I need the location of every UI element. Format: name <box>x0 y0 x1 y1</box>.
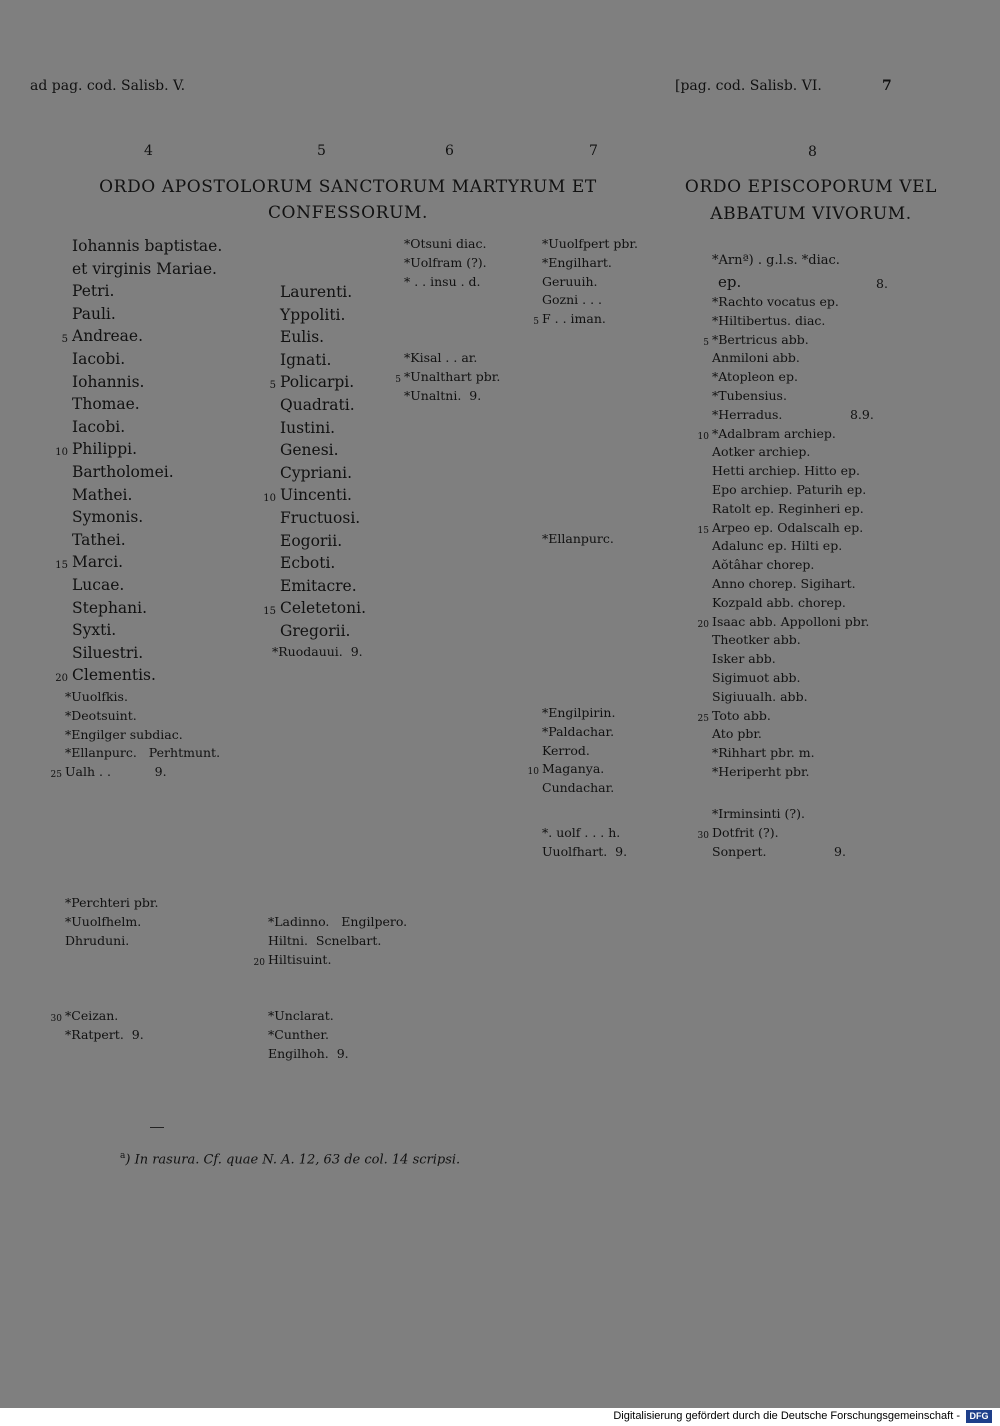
entry-text: Siluestri. <box>72 643 144 662</box>
list-item <box>404 235 487 254</box>
entry-text: Thomae. <box>72 395 140 414</box>
entry-text: Laurenti. <box>280 283 353 301</box>
entry-text: Sonpert. 9. <box>712 843 846 859</box>
entry-text: Sigiuualh. abb. <box>712 688 808 704</box>
dfg-credit-text: Digitalisierung gefördert durch die Deutsche Forschungsgemeinschaft - <box>613 1410 960 1422</box>
col7-mid-list <box>542 530 614 549</box>
list-item <box>72 484 222 507</box>
list-item <box>280 304 366 327</box>
entry-text: Genesi. <box>280 441 339 460</box>
entry-text: Yppoliti. <box>280 305 346 324</box>
line-number: 15 <box>263 606 276 618</box>
entry-text: *Rihhart pbr. m. <box>712 745 815 761</box>
line-number: 10 <box>697 431 709 442</box>
entry-text: Philippi. <box>72 440 138 459</box>
column-number-4: 4 <box>144 143 153 159</box>
entry-text: Uuolfhart. 9. <box>542 843 628 859</box>
entry-text: Iohannis baptistae. <box>72 237 223 255</box>
entry-text: *Engilpirin. <box>542 705 616 720</box>
entry-text: Epo archiep. Paturih ep. <box>712 481 867 497</box>
list-item <box>712 805 846 824</box>
list-item <box>65 1026 144 1045</box>
list-item <box>542 235 638 254</box>
entry-text: *Deotsuint. <box>65 707 137 723</box>
entry-text: Gregorii. <box>280 621 351 640</box>
list-item <box>55 664 222 687</box>
list-item <box>280 507 366 530</box>
entry-text: *Hiltibertus. diac. <box>712 312 826 328</box>
list-item <box>280 394 366 417</box>
list-item <box>72 416 222 439</box>
entry-text: *Ellanpurc. <box>542 531 614 546</box>
list-item <box>712 406 874 425</box>
list-item <box>712 312 874 331</box>
list-item <box>697 707 874 726</box>
list-item <box>712 481 874 500</box>
list-item <box>72 597 222 620</box>
list-item <box>404 349 500 368</box>
entry-text: Lucae. <box>72 575 125 594</box>
entry-text: *Paldachar. <box>542 723 615 739</box>
entry-text: *Bertricus abb. <box>712 331 809 347</box>
entry-text: *. uolf . . . h. <box>542 825 621 840</box>
entry-text: Kerrod. <box>542 742 590 758</box>
list-item <box>72 461 222 484</box>
list-item <box>712 575 874 594</box>
entry-text: Anno chorep. Sigihart. <box>712 575 856 591</box>
entry-text: *Uuolfpert pbr. <box>542 236 638 251</box>
entry-text: Aotker archiep. <box>712 444 811 460</box>
list-item <box>712 537 874 556</box>
col4-bottom-block-2 <box>50 1007 144 1045</box>
list-item <box>253 951 407 970</box>
list-item <box>65 894 158 913</box>
list-item <box>65 707 220 726</box>
entry-text: Cypriani. <box>280 463 353 482</box>
entry-text: *Tubensius. <box>712 387 787 403</box>
list-item <box>50 763 220 782</box>
column-number-5: 5 <box>317 143 326 159</box>
line-number: 25 <box>50 770 62 781</box>
list-item <box>72 303 222 326</box>
title-left-line1: ORDO APOSTOLORUM SANCTORUM MARTYRUM ET <box>99 177 597 197</box>
list-item <box>542 291 638 310</box>
list-item <box>268 1007 349 1026</box>
entry-text: *Uuolfhelm. <box>65 913 142 929</box>
list-item <box>697 519 874 538</box>
entry-text: Hetti archiep. Hitto ep. <box>712 463 860 479</box>
entry-text: Dotfrit (?). <box>712 824 779 840</box>
entry-text: Ato pbr. <box>712 726 762 742</box>
entry-text: *Heriperht pbr. <box>712 763 810 779</box>
col8-list <box>697 293 874 782</box>
line-number: 10 <box>263 493 276 505</box>
column-number-8: 8 <box>808 144 817 160</box>
list-item <box>280 530 366 553</box>
list-item <box>542 843 627 862</box>
list-item <box>542 779 615 798</box>
list-item <box>712 368 874 387</box>
entry-text: et virginis Mariae. <box>72 259 217 278</box>
col5-bottom-block-1 <box>253 913 408 969</box>
entry-text: Pauli. <box>72 304 116 323</box>
list-item <box>703 331 874 350</box>
entry-text: *Cunther. <box>268 1026 329 1042</box>
list-item <box>280 417 366 440</box>
list-item <box>697 613 874 632</box>
col8-first-line: *Arnª) . g.l.s. *diac. <box>712 253 840 268</box>
entry-text: Symonis. <box>72 508 144 527</box>
entry-text: *Engilger subdiac. <box>65 726 183 742</box>
list-item <box>269 371 366 394</box>
entry-text: Hiltni. Scnelbart. <box>268 932 382 948</box>
entry-text: Andreae. <box>72 327 144 346</box>
col5-names-list <box>272 643 363 662</box>
list-item <box>72 529 222 552</box>
list-item <box>280 349 366 372</box>
list-item <box>712 843 846 862</box>
list-item <box>697 425 874 444</box>
running-header-right: [pag. cod. Salisb. VI. <box>675 78 822 94</box>
line-number: 30 <box>50 1014 62 1024</box>
entry-text: *Uolfram (?). <box>404 254 487 270</box>
col7-top-list <box>533 235 638 329</box>
list-item <box>533 310 638 329</box>
list-item <box>712 725 874 744</box>
list-item <box>55 438 222 461</box>
list-item <box>280 552 366 575</box>
list-item <box>280 439 366 462</box>
entry-text: Dhruduni. <box>65 932 130 948</box>
entry-text: Iohannis. <box>72 372 145 391</box>
list-item <box>542 273 638 292</box>
line-number: 20 <box>55 673 68 685</box>
col6-top-list <box>404 235 487 291</box>
list-item <box>280 462 366 485</box>
list-item <box>50 1007 144 1026</box>
list-item <box>65 688 220 707</box>
entry-text: F . . iman. <box>542 311 606 327</box>
list-item <box>72 506 222 529</box>
list-item <box>395 368 501 387</box>
line-number: 15 <box>55 560 68 572</box>
list-item <box>542 254 638 273</box>
list-item <box>712 293 874 312</box>
list-item <box>268 1045 349 1064</box>
entry-text: Tathei. <box>72 530 126 549</box>
list-item <box>712 387 874 406</box>
list-item <box>697 824 846 843</box>
entry-text: Theotker abb. <box>712 632 801 648</box>
entry-text: Fructuosi. <box>280 508 361 527</box>
line-number: 5 <box>395 374 401 385</box>
col5-martyrs-list <box>263 281 366 643</box>
dfg-credit-bar <box>0 1408 1000 1426</box>
page-number: 7 <box>882 78 892 94</box>
entry-text: Policarpi. <box>280 373 355 392</box>
col5-bottom-block-2 <box>268 1007 349 1063</box>
list-item <box>542 530 614 549</box>
entry-text: *Unclarat. <box>268 1008 334 1023</box>
list-item <box>712 443 874 462</box>
entry-text: *Ellanpurc. Perhtmunt. <box>65 745 221 761</box>
line-number: 10 <box>527 767 539 778</box>
entry-text: Syxti. <box>72 621 117 640</box>
entry-text: Bartholomei. <box>72 462 174 481</box>
entry-text: Sigimuot abb. <box>712 669 801 685</box>
list-item <box>712 631 874 650</box>
list-item <box>72 280 222 303</box>
line-number: 15 <box>697 525 709 536</box>
entry-text: Toto abb. <box>712 707 771 723</box>
list-item <box>263 597 366 620</box>
entry-text: Clementis. <box>72 666 156 685</box>
entry-text: Petri. <box>72 282 115 301</box>
footnote <box>120 1151 460 1167</box>
entry-text: Ratolt ep. Reginheri ep. <box>712 500 864 516</box>
col4-names-list <box>50 688 221 782</box>
separator-dash <box>150 1127 164 1128</box>
entry-text: Quadrati. <box>280 395 355 414</box>
list-item <box>542 723 615 742</box>
list-item <box>65 726 220 745</box>
line-number: 5 <box>269 380 276 392</box>
list-item <box>263 484 366 507</box>
list-item <box>65 913 158 932</box>
line-number: 20 <box>697 619 709 630</box>
entry-text: Adalunc ep. Hilti ep. <box>712 538 843 554</box>
entry-text: Isker abb. <box>712 651 776 667</box>
list-item <box>65 932 158 951</box>
title-right-line1: ORDO EPISCOPORUM VEL <box>684 177 938 197</box>
entry-text: Anmiloni abb. <box>712 350 800 366</box>
entry-text: *Ladinno. Engilpero. <box>268 914 408 929</box>
list-item <box>72 348 222 371</box>
line-number: 5 <box>703 337 709 348</box>
entry-text: *Kisal . . ar. <box>404 350 478 365</box>
entry-text: Geruuih. <box>542 273 598 289</box>
entry-text: Eogorii. <box>280 531 343 550</box>
entry-text: Emitacre. <box>280 576 357 595</box>
entry-text: Iacobi. <box>72 417 126 436</box>
list-item <box>268 913 407 932</box>
entry-text: *Unaltni. 9. <box>404 387 482 403</box>
col8-first-line-ep: ep. <box>718 273 742 291</box>
list-item <box>542 742 615 761</box>
col6-mid-list <box>395 349 501 405</box>
entry-text: Iustini. <box>280 418 336 437</box>
entry-text: Stephani. <box>72 598 148 617</box>
list-item <box>280 281 366 304</box>
entry-text: *Engilhart. <box>542 254 612 270</box>
footnote-text: ) In rasura. Cf. quae N. A. 12, 63 de col. 14 scripsi. <box>125 1152 461 1168</box>
entry-text: Kozpald abb. chorep. <box>712 594 846 610</box>
col7-low-list <box>527 704 616 798</box>
col8-end-list <box>697 805 846 861</box>
entry-text: Isaac abb. Appolloni pbr. <box>712 613 870 629</box>
list-item <box>712 556 874 575</box>
list-item <box>268 932 407 951</box>
list-item <box>72 393 222 416</box>
list-item <box>268 1026 349 1045</box>
list-item <box>712 650 874 669</box>
list-item <box>712 763 874 782</box>
title-right-line2: ABBATUM VIVORUM. <box>710 204 912 224</box>
line-number: 30 <box>697 830 709 841</box>
entry-text: Ignati. <box>280 350 332 369</box>
entry-text: Cundachar. <box>542 780 615 796</box>
list-item <box>72 235 222 258</box>
line-number: 5 <box>533 317 539 328</box>
list-item <box>72 619 222 642</box>
list-item <box>527 760 615 779</box>
list-item <box>72 642 222 665</box>
entry-text: *Ruodauui. 9. <box>272 644 363 659</box>
list-item <box>72 371 222 394</box>
list-item <box>542 704 615 723</box>
entry-text: *Otsuni diac. <box>404 236 487 251</box>
col8-first-line-number: 8. <box>876 276 888 291</box>
entry-text: *Adalbram archiep. <box>712 425 836 441</box>
list-item <box>712 744 874 763</box>
entry-text: Arpeo ep. Odalscalh ep. <box>712 519 864 535</box>
column-number-7: 7 <box>589 143 598 159</box>
entry-text: *Perchteri pbr. <box>65 895 159 910</box>
entry-text: Ecboti. <box>280 554 336 573</box>
list-item <box>404 387 500 406</box>
entry-text: *Ceizan. <box>65 1008 119 1023</box>
list-item <box>712 688 874 707</box>
col4-apostles-list <box>55 235 223 687</box>
entry-text: Eulis. <box>280 328 325 347</box>
entry-text: * . . insu . d. <box>404 273 481 289</box>
entry-text: Mathei. <box>72 485 133 504</box>
list-item <box>542 824 627 843</box>
entry-text: Hiltisuint. <box>268 951 332 967</box>
col7-end-list <box>542 824 627 862</box>
list-item <box>61 325 222 348</box>
title-left-line2: CONFESSORUM. <box>267 203 429 223</box>
entry-text: Uincenti. <box>280 486 352 505</box>
list-item <box>404 254 487 273</box>
running-header-left: ad pag. cod. Salisb. V. <box>30 78 186 94</box>
entry-text: Marci. <box>72 553 124 572</box>
entry-text: *Atopleon ep. <box>712 369 798 385</box>
entry-text: Celetetoni. <box>280 599 366 618</box>
footnote-mark: a <box>120 1151 126 1161</box>
list-item <box>712 462 874 481</box>
list-item <box>280 620 366 643</box>
list-item <box>272 643 363 662</box>
list-item <box>72 258 222 281</box>
list-item <box>72 574 222 597</box>
list-item <box>712 594 874 613</box>
entry-text: Gozni . . . <box>542 292 602 308</box>
line-number: 5 <box>61 334 68 346</box>
line-number: 10 <box>55 447 68 459</box>
dfg-logo: DFG <box>966 1410 992 1423</box>
line-number: 25 <box>697 713 709 724</box>
entry-text: Aŏtâhar chorep. <box>712 557 815 573</box>
list-item <box>712 669 874 688</box>
entry-text: *Rachto vocatus ep. <box>712 294 839 309</box>
entry-text: Engilhoh. 9. <box>268 1045 349 1061</box>
list-item <box>280 326 366 349</box>
entry-text: Iacobi. <box>72 349 126 368</box>
list-item <box>55 551 222 574</box>
entry-text: *Uuolfkis. <box>65 689 128 704</box>
column-number-6: 6 <box>445 143 454 159</box>
list-item <box>712 349 874 368</box>
entry-text: *Ratpert. 9. <box>65 1026 144 1042</box>
entry-text: *Irminsinti (?). <box>712 806 805 821</box>
list-item <box>712 500 874 519</box>
list-item <box>280 575 366 598</box>
list-item <box>65 744 220 763</box>
line-number: 20 <box>253 957 265 968</box>
entry-text: Ualh . . 9. <box>65 764 167 780</box>
list-item <box>404 273 487 292</box>
entry-text: *Herradus. 8.9. <box>712 406 874 422</box>
col4-bottom-block-1 <box>65 894 158 950</box>
entry-text: Maganya. <box>542 761 605 777</box>
entry-text: *Unalthart pbr. <box>404 368 501 384</box>
